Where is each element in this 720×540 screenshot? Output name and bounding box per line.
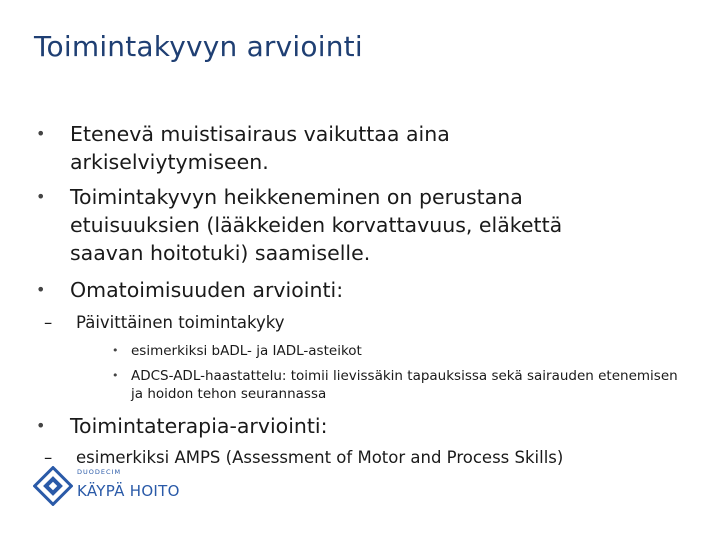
sub-sub-bullet-text: esimerkiksi bADL- ja IADL-asteikot (131, 343, 362, 359)
sub-sub-bullet-text: ADCS-ADL-haastattelu: toimii lievissäkin tapauksissa sekä sairauden etenemisen ja hoidon tehon seurannassa (131, 368, 678, 402)
bullet-text: Toimintaterapia-arviointi: (70, 414, 328, 438)
sub-bullet-text: Päivittäinen toimintakyky (76, 313, 285, 332)
dash-icon: – (44, 313, 53, 332)
bullet-dot-icon: • (36, 280, 46, 299)
kaypa-hoito-logo (33, 466, 193, 510)
logo-subtitle: DUODECIM (77, 468, 122, 476)
bullet-dot-icon: • (36, 416, 46, 435)
sub-bullet-text: esimerkiksi AMPS (Assessment of Motor and Process Skills) (76, 448, 564, 467)
logo-title: KÄYPÄ HOITO (77, 482, 180, 500)
bullet-dot-icon: • (112, 344, 119, 357)
bullet-dot-icon: • (36, 187, 46, 206)
bullet-text: Omatoimisuuden arviointi: (70, 278, 344, 302)
duodecim-diamond-logo-icon (33, 466, 73, 506)
dash-icon: – (44, 448, 53, 467)
bullet-dot-icon: • (36, 124, 46, 143)
slide-title: Toimintakyvyn arviointi (34, 30, 363, 63)
bullet-dot-icon: • (112, 369, 119, 382)
bullet-text: Toimintakyvyn heikkeneminen on perustana etuisuuksien (lääkkeiden korvattavuus, eläkettä saavan hoitotuki) saamiselle. (70, 185, 563, 265)
bullet-text: Etenevä muistisairaus vaikuttaa aina arkiselviytymiseen. (70, 122, 450, 174)
